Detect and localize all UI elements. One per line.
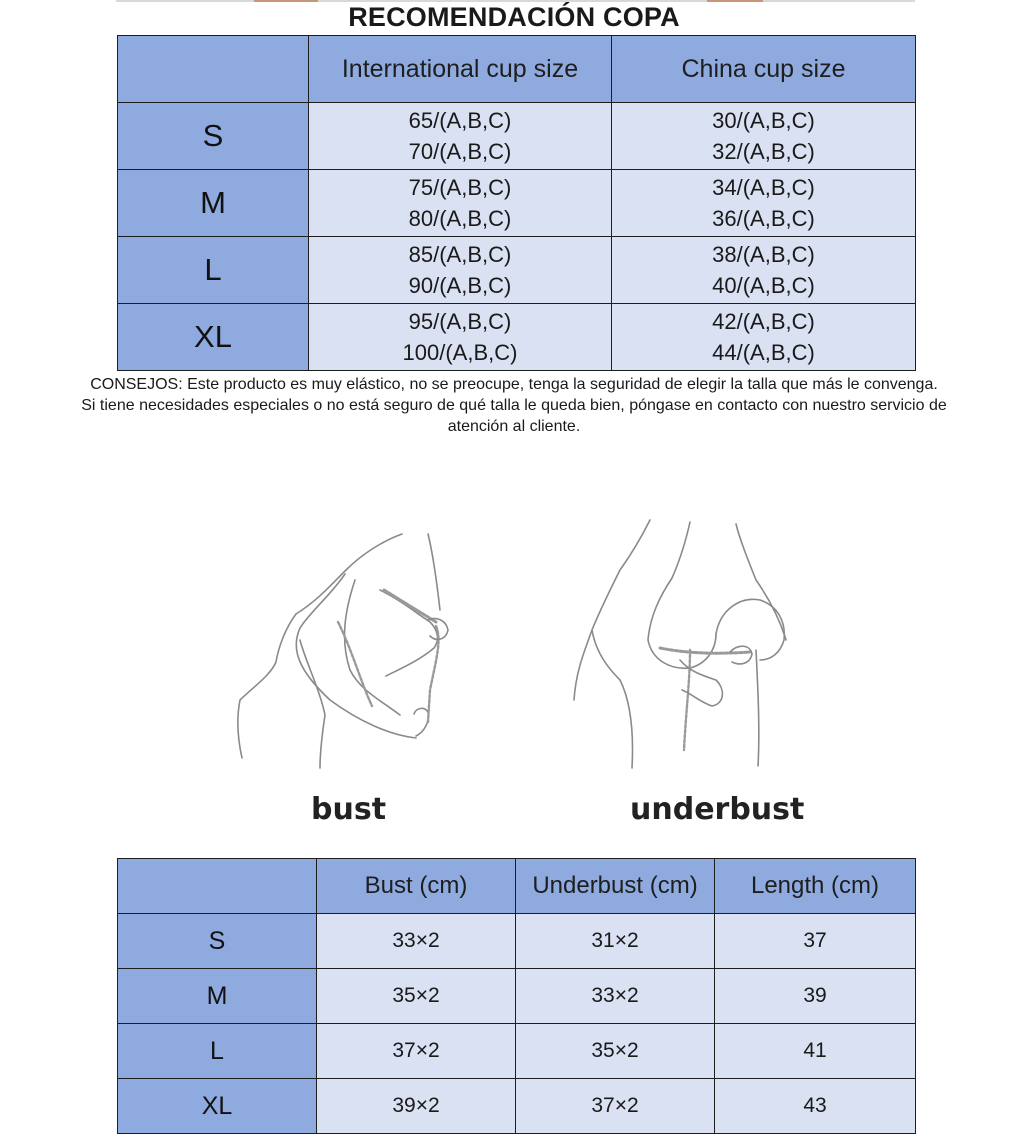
header-length: Length (cm) [715, 859, 916, 914]
underbust-cell: 37×2 [516, 1079, 715, 1134]
table-row [118, 969, 916, 1024]
value-line: 75/(A,B,C) [408, 175, 512, 200]
value-line: 34/(A,B,C) [712, 175, 815, 200]
header-underbust: Underbust (cm) [516, 859, 715, 914]
value-line: 36/(A,B,C) [712, 206, 815, 231]
value-line: 80/(A,B,C) [408, 206, 512, 231]
advice-line-1: CONSEJOS: Este producto es muy elástico, no se preocupe, tenga la seguridad de elegir la talla que más le convenga. [90, 376, 938, 393]
size-label: XL [118, 304, 309, 371]
advice-line-2: Si tiene necesidades especiales o no está seguro de qué talla le queda bien, póngase en contacto con nuestro servicio de atención al cliente. [81, 397, 947, 435]
underbust-figure [574, 520, 786, 768]
table-row [118, 1079, 916, 1134]
table-header-row [118, 859, 916, 914]
header-china: China cup size [612, 36, 916, 103]
value-line: 85/(A,B,C) [408, 242, 512, 267]
value-line: 42/(A,B,C) [712, 309, 815, 334]
size-label: M [118, 969, 317, 1024]
bust-figure [238, 534, 448, 768]
value-line: 44/(A,B,C) [712, 340, 815, 365]
value-line: 90/(A,B,C) [408, 273, 512, 298]
header-corner [118, 859, 317, 914]
value-line: 100/(A,B,C) [402, 340, 518, 365]
underbust-cell: 31×2 [516, 914, 715, 969]
table-row [118, 237, 916, 304]
size-label: L [118, 1024, 317, 1079]
value-line: 95/(A,B,C) [408, 309, 512, 334]
international-cell [309, 103, 612, 170]
size-label: S [118, 103, 309, 170]
table-row [118, 1024, 916, 1079]
bust-label: bust [311, 792, 387, 827]
bust-cell: 35×2 [317, 969, 516, 1024]
international-cell [309, 170, 612, 237]
table-header-row [118, 36, 916, 103]
cup-size-table [117, 35, 916, 371]
underbust-cell: 35×2 [516, 1024, 715, 1079]
china-cell [612, 170, 916, 237]
underbust-label: underbust [630, 792, 805, 827]
international-cell [309, 304, 612, 371]
header-bust: Bust (cm) [317, 859, 516, 914]
length-cell: 41 [715, 1024, 916, 1079]
table-row [118, 103, 916, 170]
table-row [118, 170, 916, 237]
size-label: S [118, 914, 317, 969]
size-label: M [118, 170, 309, 237]
value-line: 32/(A,B,C) [712, 139, 815, 164]
size-label: L [118, 237, 309, 304]
international-cell [309, 237, 612, 304]
china-cell [612, 237, 916, 304]
size-label: XL [118, 1079, 317, 1134]
length-cell: 43 [715, 1079, 916, 1134]
advice-text [60, 374, 968, 437]
china-cell [612, 304, 916, 371]
table-row [118, 914, 916, 969]
header-international: International cup size [309, 36, 612, 103]
value-line: 40/(A,B,C) [712, 273, 815, 298]
value-line: 70/(A,B,C) [408, 139, 512, 164]
table-row [118, 304, 916, 371]
underbust-cell: 33×2 [516, 969, 715, 1024]
value-line: 38/(A,B,C) [712, 242, 815, 267]
length-cell: 39 [715, 969, 916, 1024]
measurement-illustration [0, 505, 1028, 845]
length-cell: 37 [715, 914, 916, 969]
bust-cell: 37×2 [317, 1024, 516, 1079]
bust-cell: 39×2 [317, 1079, 516, 1134]
measurement-table [117, 858, 916, 1134]
value-line: 30/(A,B,C) [712, 108, 815, 133]
value-line: 65/(A,B,C) [408, 108, 512, 133]
china-cell [612, 103, 916, 170]
header-corner [118, 36, 309, 103]
bust-cell: 33×2 [317, 914, 516, 969]
page-title: RECOMENDACIÓN COPA [348, 2, 680, 32]
